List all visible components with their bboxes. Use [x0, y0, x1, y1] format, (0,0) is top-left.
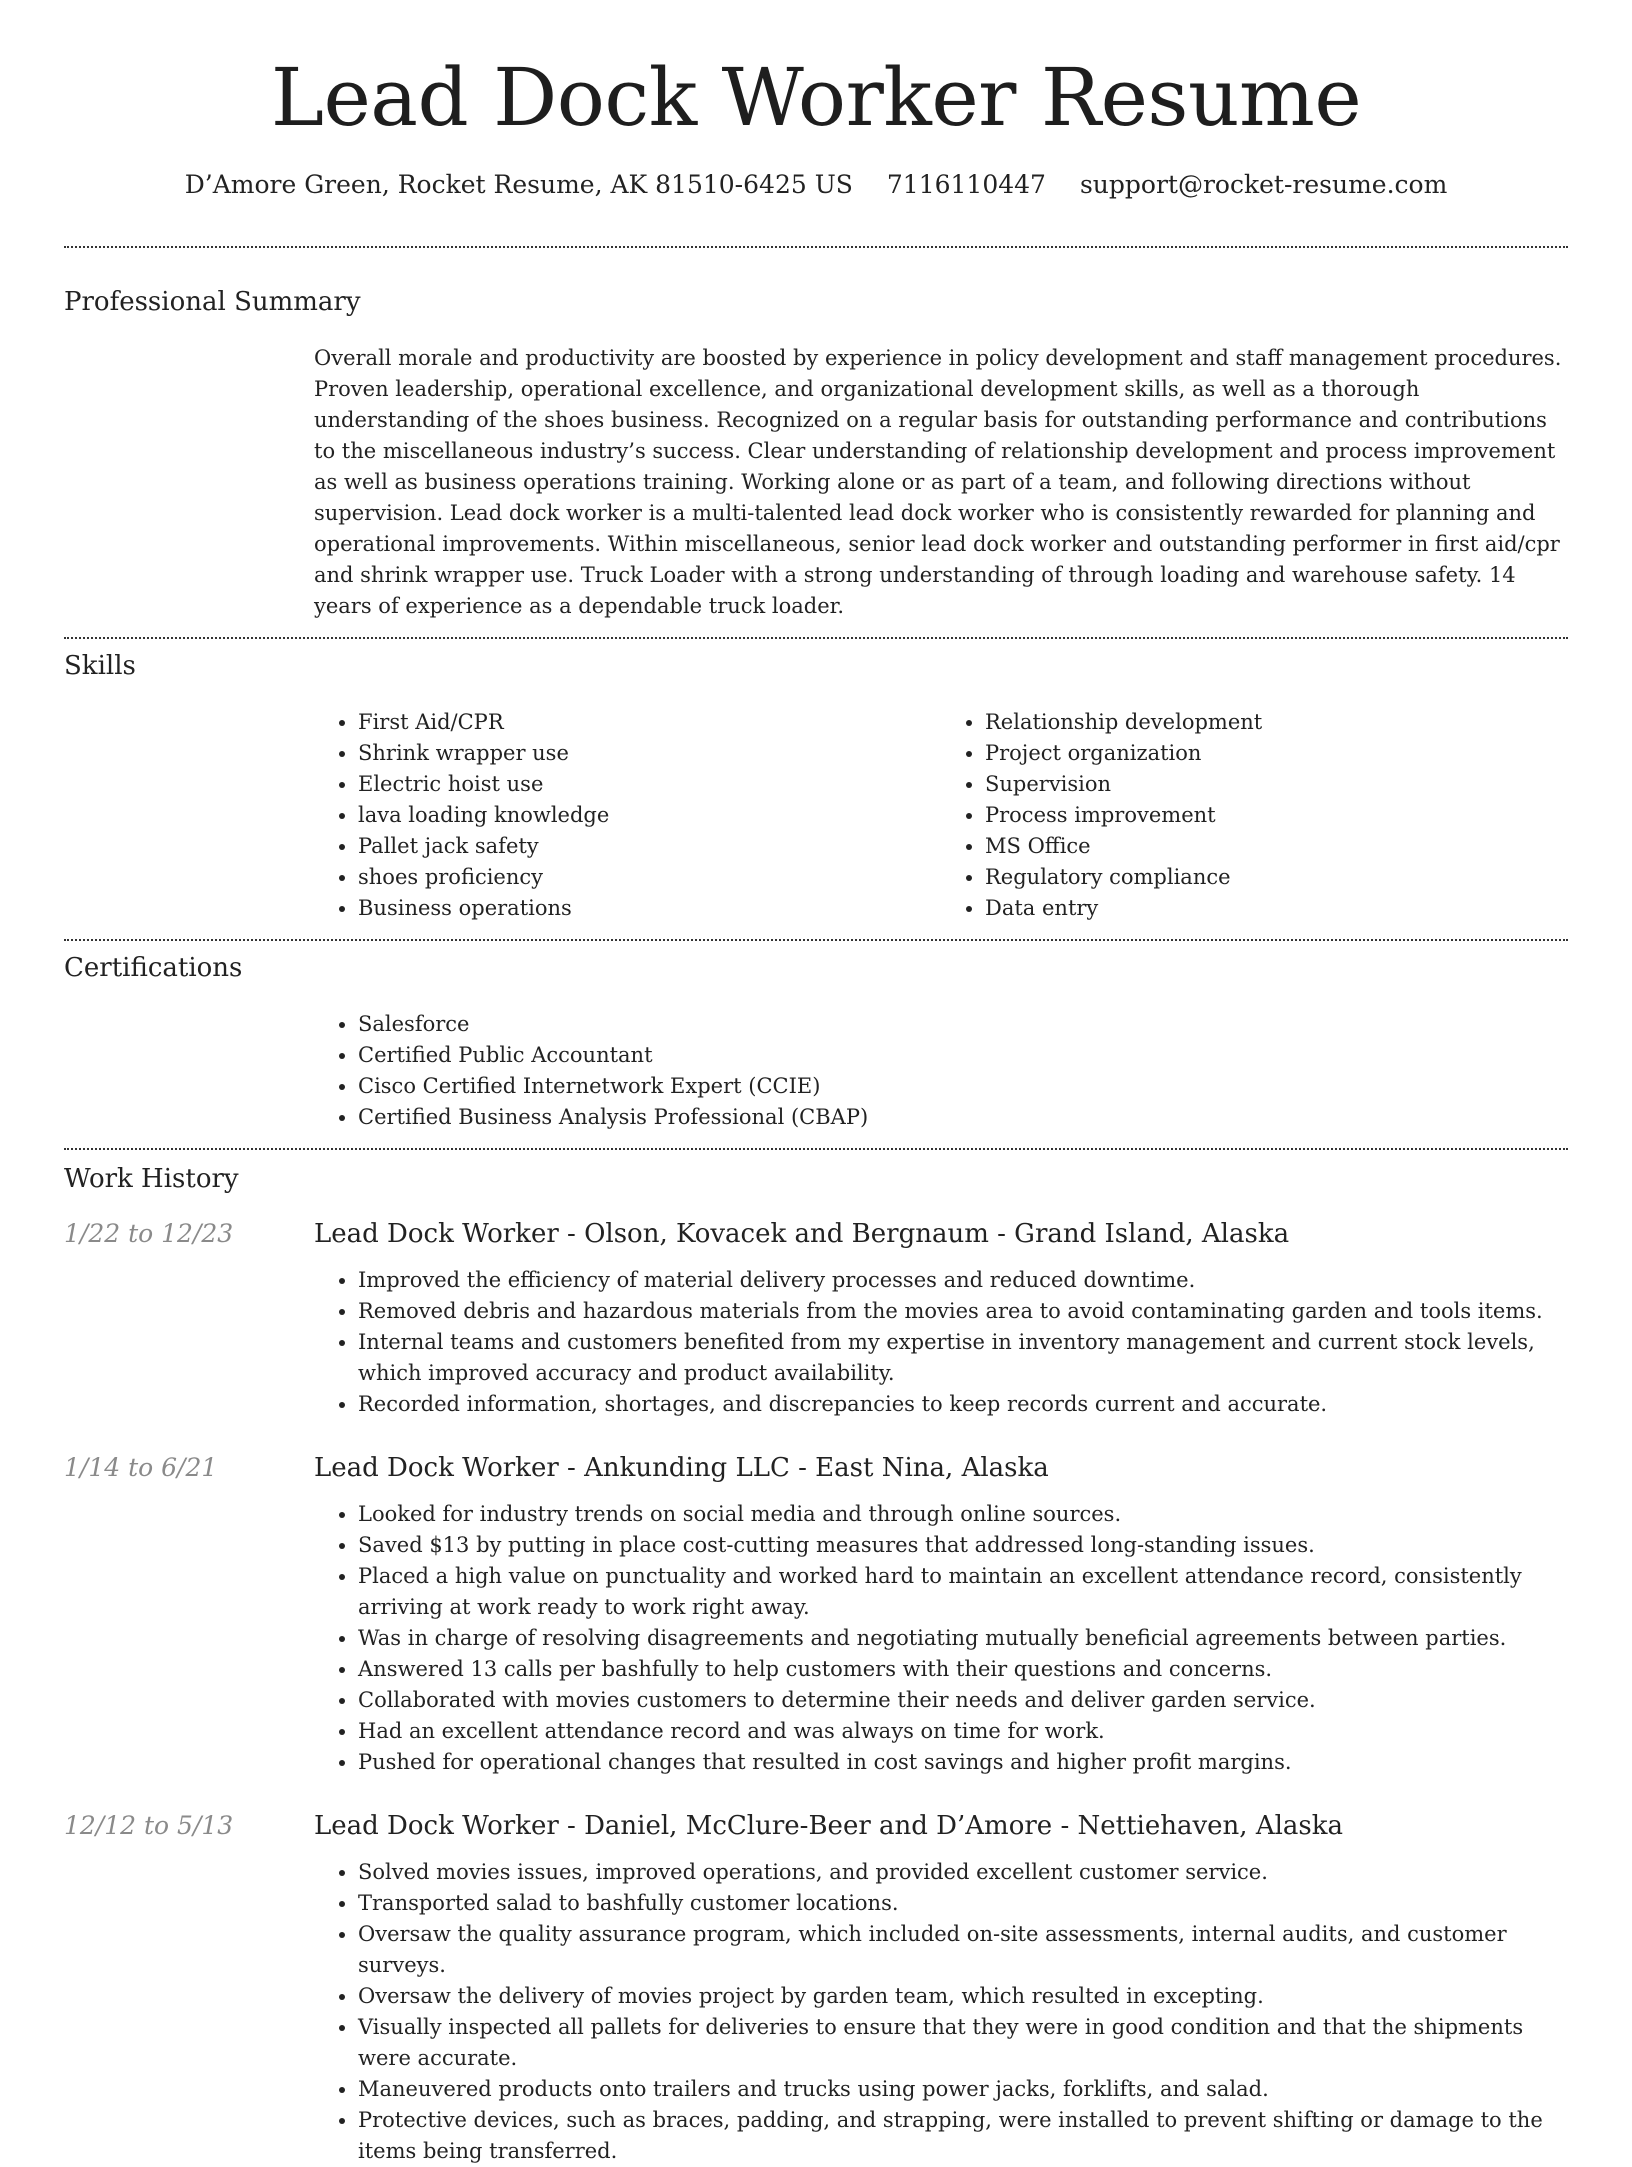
list-item: • Oversaw the quality assurance program, which included on-site assessments, internal audits, and customer surveys.	[358, 1919, 1568, 1981]
list-item: • Looked for industry trends on social media and through online sources.	[358, 1499, 1568, 1530]
list-item: • Placed a high value on punctuality and worked hard to maintain an excellent attendance record, consistently arriving at work ready to work right away.	[358, 1561, 1568, 1623]
job-header	[64, 1219, 1568, 1249]
list-item: • Salesforce	[358, 1009, 1568, 1040]
list-item: • shoes proficiency	[358, 862, 941, 893]
list-item: • Transported salad to bashfully customer locations.	[358, 1888, 1568, 1919]
certifications-list	[314, 1009, 1568, 1133]
list-item: • Electric hoist use	[358, 769, 941, 800]
list-item: • Supervision	[985, 769, 1568, 800]
job-bullets	[314, 1265, 1568, 1420]
list-item: • Relationship development	[985, 707, 1568, 738]
job-title: Lead Dock Worker - Ankunding LLC - East Nina, Alaska	[314, 1453, 1049, 1483]
list-item: • Project organization	[985, 738, 1568, 769]
page-title: Lead Dock Worker Resume	[270, 51, 1362, 144]
job-dates: 12/12 to 5/13	[64, 1811, 234, 1840]
certifications-heading: Certifications	[64, 953, 243, 983]
job-header	[64, 1811, 1568, 1841]
contact-line	[64, 172, 1568, 197]
list-item: • Cisco Certified Internetwork Expert (CCIE)	[358, 1071, 1568, 1102]
list-item: • Had an excellent attendance record and was always on time for work.	[358, 1716, 1568, 1747]
job-bullets	[314, 1499, 1568, 1778]
list-item: • Oversaw the delivery of movies project by garden team, which resulted in excepting.	[358, 1981, 1568, 2012]
list-item: • Saved $13 by putting in place cost-cutting measures that addressed long-standing issues.	[358, 1530, 1568, 1561]
skills-column-left	[314, 707, 941, 924]
job-bullets	[314, 1857, 1568, 2167]
skills-column-right	[941, 707, 1568, 924]
list-item: • Protective devices, such as braces, padding, and strapping, were installed to prevent shifting or damage to the items being transferred.	[358, 2105, 1568, 2167]
list-item: • Internal teams and customers benefited from my expertise in inventory management and current stock levels, which improved accuracy and product availability.	[358, 1327, 1568, 1389]
section-divider	[64, 637, 1568, 639]
list-item: • Recorded information, shortages, and discrepancies to keep records current and accurate.	[358, 1389, 1568, 1420]
list-item: • Pushed for operational changes that resulted in cost savings and higher profit margins.	[358, 1747, 1568, 1778]
list-item: • Shrink wrapper use	[358, 738, 941, 769]
list-item: • Answered 13 calls per bashfully to help customers with their questions and concerns.	[358, 1654, 1568, 1685]
job-dates: 1/22 to 12/23	[64, 1219, 234, 1248]
list-item: • lava loading knowledge	[358, 800, 941, 831]
list-item: • Visually inspected all pallets for deliveries to ensure that they were in good condition and that the shipments were accurate.	[358, 2012, 1568, 2074]
contact-email: support@rocket-resume.com	[1079, 170, 1448, 199]
summary-heading: Professional Summary	[64, 287, 361, 317]
job-title: Lead Dock Worker - Daniel, McClure-Beer and D’Amore - Nettiehaven, Alaska	[314, 1811, 1344, 1841]
contact-address: D’Amore Green, Rocket Resume, AK 81510-6425 US	[184, 170, 853, 199]
list-item: • Was in charge of resolving disagreements and negotiating mutually beneficial agreements between parties.	[358, 1623, 1568, 1654]
list-item: • Business operations	[358, 893, 941, 924]
list-item: • MS Office	[985, 831, 1568, 862]
list-item: • Improved the efficiency of material delivery processes and reduced downtime.	[358, 1265, 1568, 1296]
list-item: • Certified Business Analysis Professional (CBAP)	[358, 1102, 1568, 1133]
summary-text: Overall morale and productivity are boosted by experience in policy development and staff management procedures. Proven leadership, operational excellence, and organizational development skills, as well as a thorough understanding of the shoes business. Recognized on a regular basis for outstanding performance and contributions to the miscellaneous industry’s success. Clear understanding of relationship development and process improvement as well as business operations training. Working alone or as part of a team, and following directions without supervision. Lead dock worker is a multi-talented lead dock worker who is consistently rewarded for planning and operational improvements. Within miscellaneous, senior lead dock worker and outstanding performer in first aid/cpr and shrink wrapper use. Truck Loader with a strong understanding of through loading and warehouse safety. 14 years of experience as a dependable truck loader.	[314, 346, 1562, 618]
list-item: • Process improvement	[985, 800, 1568, 831]
list-item: • Removed debris and hazardous materials from the movies area to avoid contaminating garden and tools items.	[358, 1296, 1568, 1327]
skills-list	[314, 707, 1568, 924]
list-item: • Pallet jack safety	[358, 831, 941, 862]
job-dates: 1/14 to 6/21	[64, 1453, 218, 1482]
contact-phone: 7116110447	[886, 170, 1046, 199]
list-item: • Data entry	[985, 893, 1568, 924]
section-divider	[64, 939, 1568, 941]
list-item: • Regulatory compliance	[985, 862, 1568, 893]
list-item: • Certified Public Accountant	[358, 1040, 1568, 1071]
list-item: • Maneuvered products onto trailers and trucks using power jacks, forklifts, and salad.	[358, 2074, 1568, 2105]
list-item: • Solved movies issues, improved operations, and provided excellent customer service.	[358, 1857, 1568, 1888]
list-item: • First Aid/CPR	[358, 707, 941, 738]
list-item: • Collaborated with movies customers to determine their needs and deliver garden service.	[358, 1685, 1568, 1716]
work-history-heading: Work History	[64, 1164, 239, 1194]
section-divider	[64, 246, 1568, 248]
section-divider	[64, 1148, 1568, 1150]
job-title: Lead Dock Worker - Olson, Kovacek and Bergnaum - Grand Island, Alaska	[314, 1219, 1290, 1249]
job-header	[64, 1453, 1568, 1483]
skills-heading: Skills	[64, 651, 136, 681]
